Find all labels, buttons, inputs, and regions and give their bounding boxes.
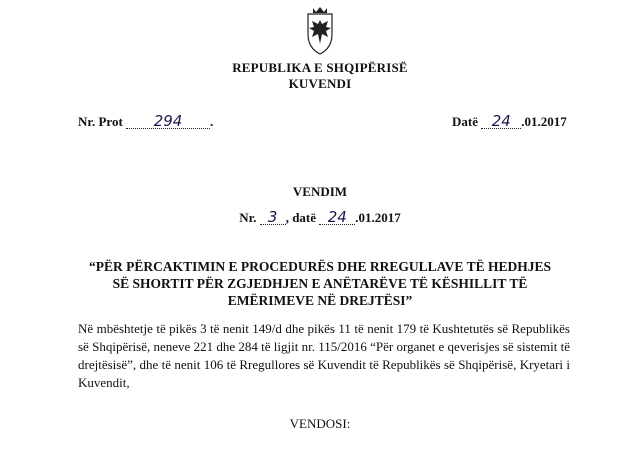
date-line [452, 114, 567, 130]
protocol-trailing: . [210, 114, 214, 129]
decision-number-line [0, 210, 640, 226]
date-label: Datë [452, 114, 478, 129]
date-rest: .01.2017 [521, 114, 567, 129]
decision-date-rest: .01.2017 [355, 210, 401, 225]
legal-basis-paragraph: Në mbështetje të pikës 3 të nenit 149/d dhe pikës 11 të nenit 179 të Kushtetutës së Republikës së Shqipërisë, neneve 221 dhe 284 të ligjit nr. 115/2016 “Për organet e qeverisjes së sistemit të drejtësisë”, dhe të nenit 106 të Rregullores së Kuvendit të Republikës së Shqipërisë, Kryetari i Kuvendit, [78, 321, 570, 390]
decision-number-handwritten: 3 [260, 210, 286, 225]
institution-heading: KUVENDI [288, 76, 352, 91]
republic-heading: REPUBLIKA E SHQIPËRISË [232, 60, 408, 75]
decision-day-handwritten: 24 [319, 210, 355, 225]
decision-date-sep: , datë [285, 210, 317, 225]
decision-nr-label: Nr. [239, 210, 257, 225]
albanian-eagle-emblem-icon [300, 4, 340, 56]
protocol-label: Nr. Prot [78, 114, 123, 129]
protocol-number-handwritten: 294 [126, 114, 210, 129]
decision-heading: VENDIM [292, 184, 348, 199]
decides-heading: VENDOSI: [289, 416, 351, 431]
protocol-number-line [78, 114, 213, 130]
date-day-handwritten: 24 [481, 114, 521, 129]
decision-title: “PËR PËRCAKTIMIN E PROCEDURËS DHE RREGULLAVE TË HEDHJES SË SHORTIT PËR ZGJEDHJEN E ANËTARËVE TË KËSHILLIT TË EMËRIMEVE NË DREJTËSI” [89, 259, 551, 308]
